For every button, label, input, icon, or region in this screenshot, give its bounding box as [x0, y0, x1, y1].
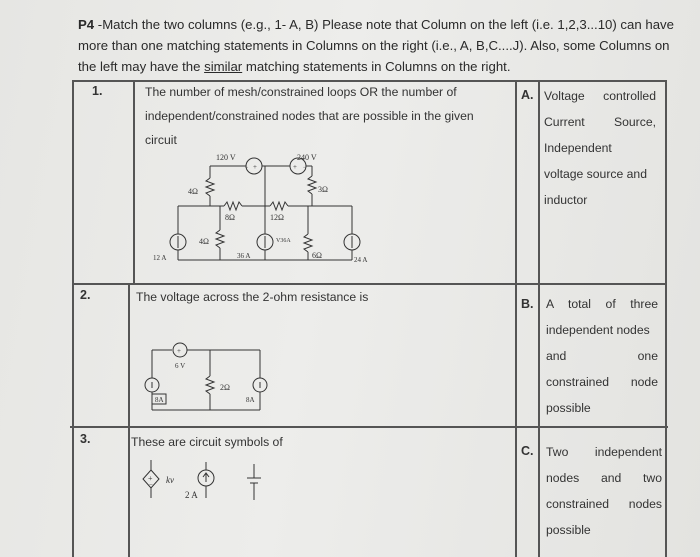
- number-col-divider-2: [128, 284, 130, 557]
- option-a-line-2: Current Source,: [544, 115, 656, 129]
- option-c-text: [546, 439, 662, 543]
- c1-r5-label: 4Ω: [199, 237, 209, 246]
- c3-dep-label: kv: [166, 475, 174, 485]
- intro-line-3: the left may have the: [78, 59, 205, 74]
- c1-r1-label: 4Ω: [188, 187, 198, 196]
- c1-i3-label: 24 A: [354, 256, 368, 264]
- intro-underlined-word: similar: [204, 59, 243, 74]
- c1-i1-label: 12 A: [153, 254, 167, 262]
- option-a-line-1: Voltage controlled: [544, 89, 656, 103]
- row-1-line-1: The number of mesh/constrained loops OR the number of: [145, 85, 457, 99]
- option-b-text: [546, 291, 658, 421]
- circuit-diagram-1: [140, 150, 380, 275]
- option-b-line-4: constrained node: [546, 375, 658, 389]
- svg-text:+: +: [177, 347, 181, 355]
- option-b-line-2: independent nodes: [546, 323, 650, 337]
- c3-src-label: 2 A: [185, 490, 198, 500]
- svg-text:+: +: [293, 163, 297, 171]
- c1-r4-label: 12Ω: [270, 213, 284, 222]
- table-left-border: [72, 80, 74, 557]
- option-a-letter: A.: [521, 88, 534, 102]
- row-2-statement: The voltage across the 2-ohm resistance is: [136, 290, 369, 304]
- c2-i2-label: 8A: [246, 396, 255, 404]
- svg-text:−: −: [303, 165, 307, 171]
- option-c-line-4: possible: [546, 523, 591, 537]
- c2-v-label: 6 V: [175, 362, 186, 370]
- option-c-letter: C.: [521, 444, 534, 458]
- c1-r6-label: 6Ω: [312, 251, 322, 260]
- row-1-line-3: circuit: [145, 133, 177, 147]
- problem-statement: [78, 14, 678, 77]
- c1-v2-label: 240 V: [297, 153, 317, 162]
- c1-v1-label: 120 V: [216, 153, 236, 162]
- svg-text:−: −: [245, 165, 249, 171]
- circuit-symbols-3: [140, 458, 280, 508]
- option-c-line-2: nodes and two: [546, 471, 662, 485]
- c1-r2-label: 3Ω: [318, 185, 328, 194]
- c2-i1-label: 8A: [155, 396, 164, 404]
- row-divider-2: [70, 426, 668, 428]
- row-1-statement: [145, 80, 474, 152]
- option-b-line-1: A total of three: [546, 297, 658, 311]
- intro-line-1: -Match the two columns (e.g., 1- A, B) Please note that Column on the left (i.e. 1,2,3...10) can have: [94, 17, 674, 32]
- intro-line-2: more than one matching statements in Columns on the right (i.e., A, B,C....J). Also, some Columns on: [78, 38, 670, 53]
- left-right-divider: [515, 80, 517, 557]
- option-a-line-5: inductor: [544, 193, 588, 207]
- c1-i2-label: 36 A: [237, 252, 251, 260]
- row-1-number: 1.: [92, 84, 103, 98]
- table-right-border: [665, 80, 667, 557]
- c1-vm-label: V36A: [276, 238, 291, 244]
- problem-id: P4: [78, 17, 95, 32]
- option-a-line-4: voltage source and: [544, 167, 647, 181]
- letter-col-divider: [538, 80, 540, 557]
- intro-line-3-end: matching statements in Columns on the right.: [242, 59, 511, 74]
- option-c-line-3: constrained nodes: [546, 497, 662, 511]
- option-b-line-5: possible: [546, 401, 591, 415]
- c1-r3-label: 8Ω: [225, 213, 235, 222]
- option-a-line-3: Independent: [544, 141, 612, 155]
- svg-text:+: +: [253, 163, 257, 171]
- circuit-diagram-2: [140, 340, 280, 420]
- option-c-line-1: Two independent: [546, 445, 662, 459]
- svg-text:+: +: [148, 474, 153, 483]
- row-3-statement: These are circuit symbols of: [131, 435, 283, 449]
- option-a-text: [544, 83, 656, 213]
- c2-r-label: 2Ω: [220, 383, 230, 392]
- row-3-number: 3.: [80, 432, 91, 446]
- svg-text:−: −: [149, 481, 153, 489]
- number-col-divider-1: [133, 80, 135, 283]
- row-2-number: 2.: [80, 288, 91, 302]
- option-b-letter: B.: [521, 297, 534, 311]
- option-b-line-3: and one: [546, 349, 658, 363]
- row-1-line-2: independent/constrained nodes that are possible in the given: [145, 109, 474, 123]
